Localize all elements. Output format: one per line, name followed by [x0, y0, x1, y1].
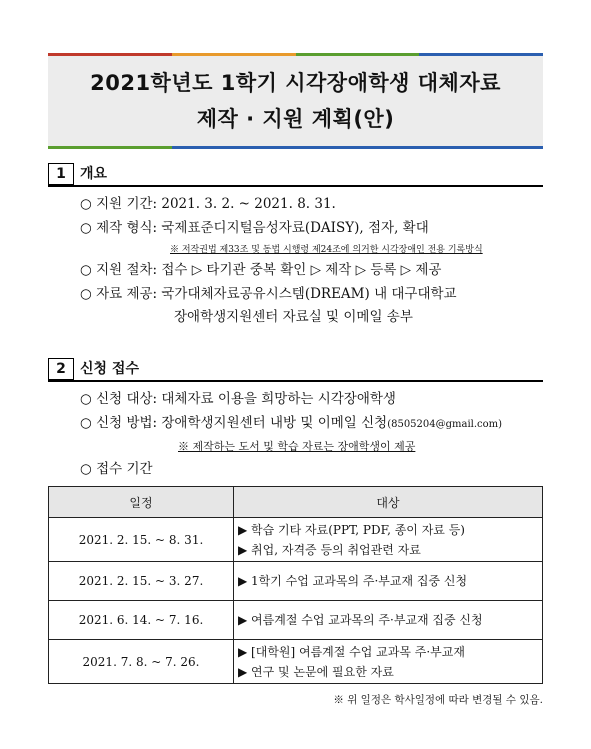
section2-header [48, 358, 543, 382]
table-row [49, 562, 543, 601]
section2-number: 2 [48, 358, 74, 380]
target-line: ▶ 1학기 수업 교과목의 주·부교재 집중 신청 [238, 574, 468, 588]
table-header-date: 일정 [49, 487, 234, 518]
schedule-table [48, 486, 543, 684]
title-top-bar [48, 53, 543, 56]
overview-period [80, 195, 336, 213]
apply-method-text: ○ 신청 방법: 장애학생지원센터 내방 및 이메일 신청 [80, 415, 388, 431]
target-line: ▶ 취업, 자격증 등의 취업관련 자료 [238, 542, 421, 557]
bar-segment-blue [419, 146, 543, 149]
bar-segment-green [296, 53, 420, 56]
table-cell-target [234, 601, 543, 640]
target-line: ▶ 연구 및 논문에 필요한 자료 [238, 664, 394, 679]
table-row [49, 601, 543, 640]
apply-period: ○ 접수 기간 [80, 461, 153, 477]
overview-procedure [80, 261, 441, 279]
overview-delivery-continuation: 장애학생지원센터 자료실 및 이메일 송부 [174, 309, 413, 325]
bullet: ○ [80, 220, 92, 236]
bar-segment-blue [419, 53, 543, 56]
bar-segment-orange [172, 53, 296, 56]
table-row [49, 518, 543, 562]
table-header-target: 대상 [234, 487, 543, 518]
table-header-row [49, 487, 543, 518]
table-cell-target [234, 640, 543, 684]
copyright-note: ※ 저작권법 제33조 및 동법 시행령 제24조에 의거한 시각장애인 전용 기록방식 [170, 245, 483, 255]
page-title-line2: 제작 · 지원 계획(안) [196, 107, 395, 131]
table-cell-date: 2021. 7. 8. ~ 7. 26. [49, 640, 234, 684]
title-bottom-bar [48, 146, 543, 149]
bullet: ○ [80, 262, 92, 278]
bar-segment-blue [172, 146, 296, 149]
table-cell-date: 2021. 6. 14. ~ 7. 16. [49, 601, 234, 640]
section1-number: 1 [48, 163, 74, 185]
overview-procedure-text: 지원 절차: 접수 ▷ 타기관 중복 확인 ▷ 제작 ▷ 등록 ▷ 제공 [96, 262, 442, 278]
schedule-footnote: ※ 위 일정은 학사일정에 따라 변경될 수 있음. [333, 694, 543, 706]
contact-email[interactable]: (8505204@gmail.com) [387, 419, 503, 430]
bullet: ○ [80, 286, 92, 302]
overview-delivery-text: 자료 제공: 국가대체자료공유시스템(DREAM) 내 대구대학교 [96, 286, 457, 302]
target-line: ▶ 여름계절 수업 교과목의 주·부교재 집중 신청 [238, 613, 483, 627]
bar-segment-red [48, 53, 172, 56]
table-cell-date: 2021. 2. 15. ~ 3. 27. [49, 562, 234, 601]
target-line: ▶ 학습 기타 자료(PPT, PDF, 종이 자료 등) [238, 522, 465, 537]
overview-period-text: 지원 기간: 2021. 3. 2. ~ 2021. 8. 31. [96, 196, 336, 212]
bullet: ○ [80, 196, 92, 212]
target-line: ▶ [대학원] 여름계절 수업 교과목 주·부교재 [238, 644, 465, 659]
overview-format-text: 제작 형식: 국제표준디지털음성자료(DAISY), 점자, 확대 [96, 220, 429, 236]
apply-method [80, 414, 502, 434]
table-row [49, 640, 543, 684]
page-title-line1: 2021학년도 1학기 시각장애학생 대체자료 [90, 71, 501, 95]
material-note: ※ 제작하는 도서 및 학습 자료는 장애학생이 제공 [178, 440, 416, 453]
overview-delivery [80, 285, 457, 303]
apply-target: ○ 신청 대상: 대체자료 이용을 희망하는 시각장애학생 [80, 391, 396, 407]
bar-segment-green [48, 146, 172, 149]
bar-segment-blue [296, 146, 420, 149]
overview-format [80, 219, 429, 237]
table-cell-date: 2021. 2. 15. ~ 8. 31. [49, 518, 234, 562]
section1-header [48, 163, 543, 187]
table-cell-target [234, 518, 543, 562]
title-box [48, 53, 543, 149]
section1-title: 개요 [80, 166, 108, 182]
table-cell-target [234, 562, 543, 601]
section2-title: 신청 접수 [80, 361, 139, 377]
